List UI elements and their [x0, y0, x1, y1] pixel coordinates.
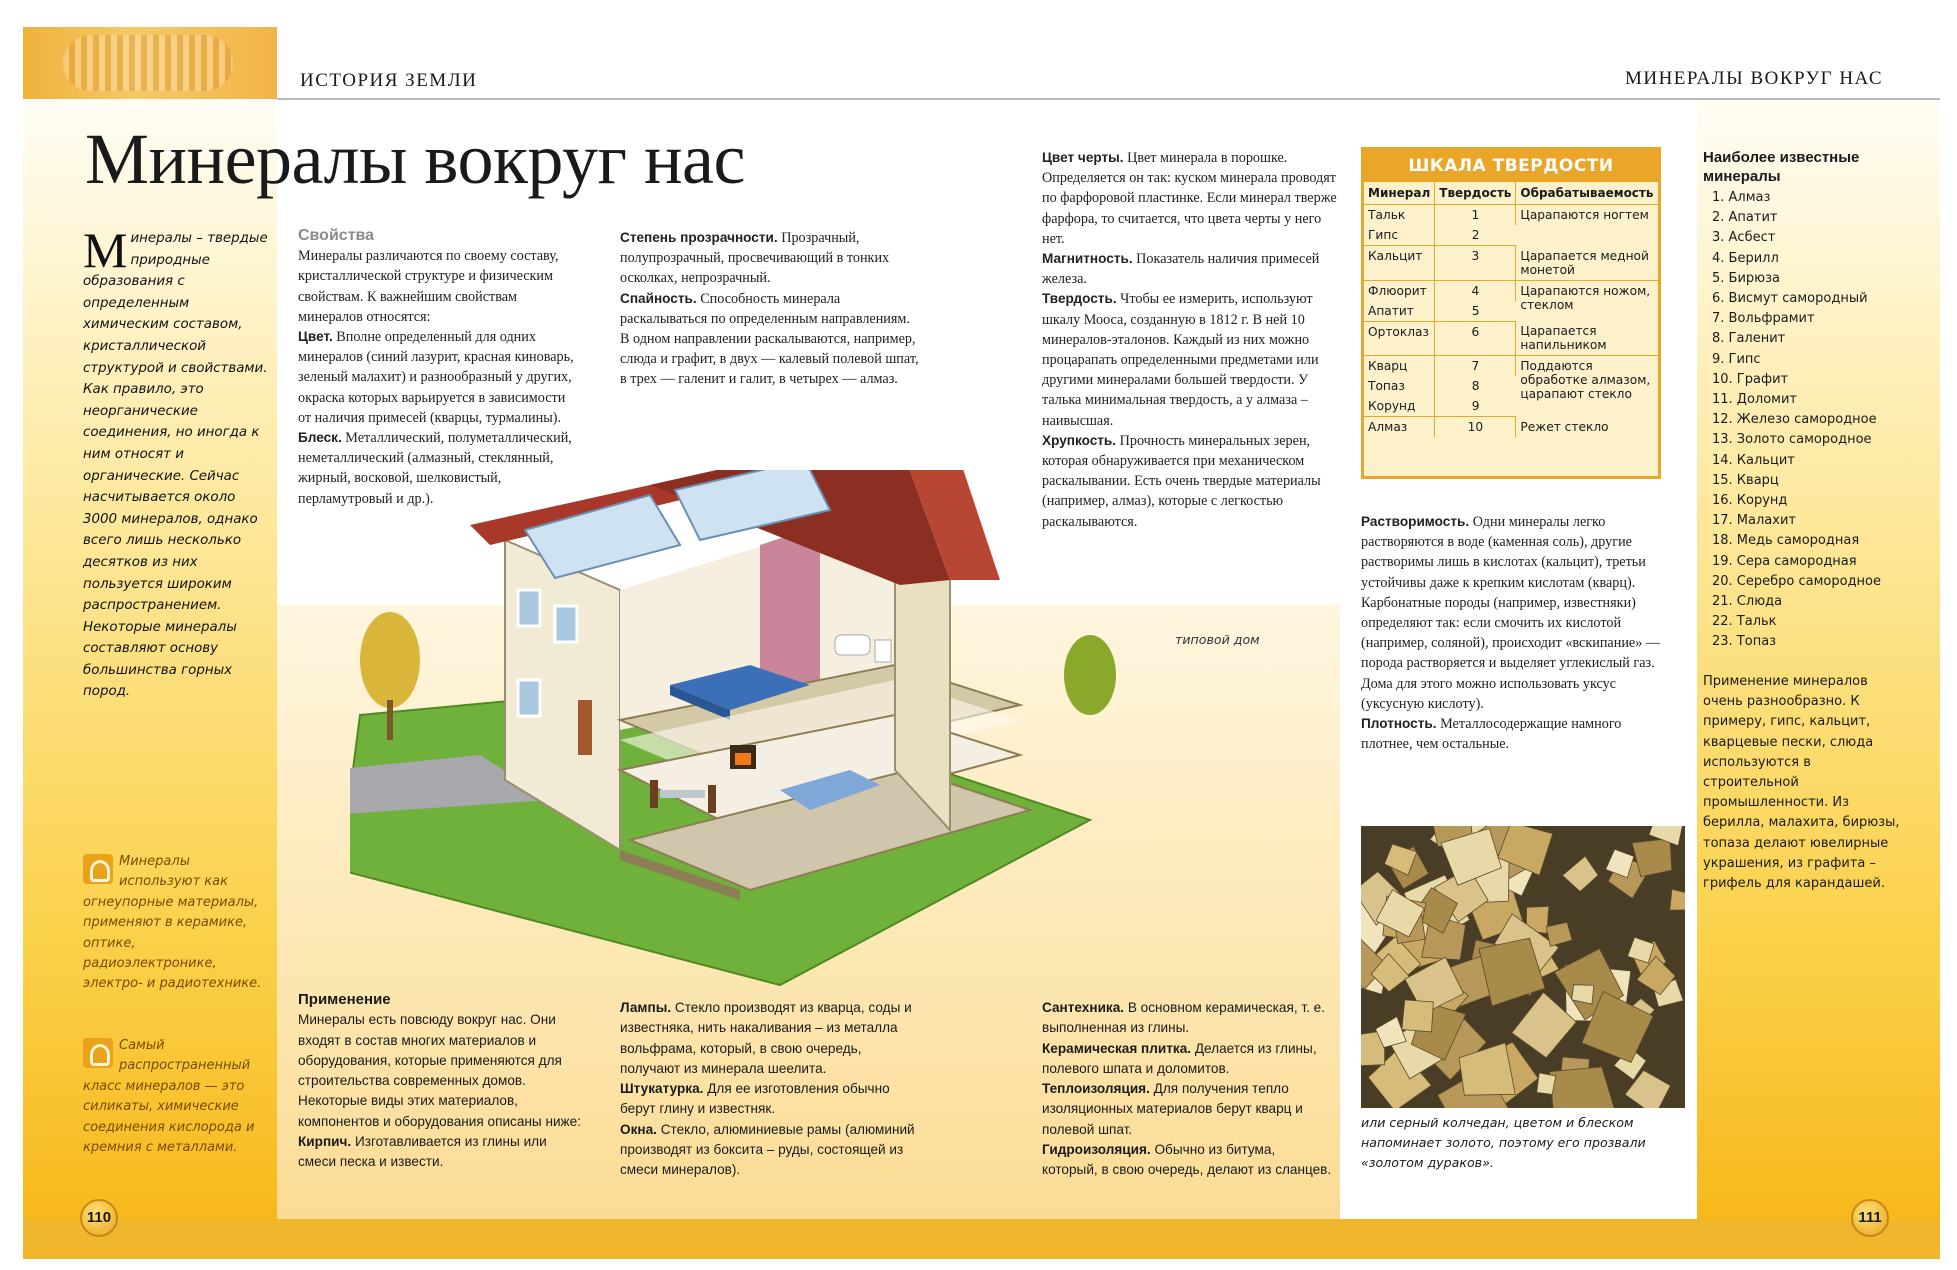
- insulation-label: Теплоизоляция.: [1042, 1081, 1150, 1097]
- lamps-label: Лампы.: [620, 1000, 672, 1015]
- note-text-1: Минералы используют как огнеупорные материалы, применяют в керамике, оптике, радиоэлектронике, электро- и радиотехнике.: [83, 854, 262, 992]
- list-item: 21. Слюда: [1712, 594, 1783, 610]
- pyrite-crystal: [1537, 1073, 1556, 1095]
- mineral-cell: Тальк: [1364, 205, 1435, 226]
- density-text: Металлосодержащие намного плотнее, чем остальные.: [1361, 716, 1622, 753]
- hardness-cell: 1: [1435, 205, 1516, 226]
- mineral-cell: Алмаз: [1364, 417, 1435, 438]
- plumbing-label: Сантехника.: [1042, 1000, 1125, 1015]
- list-item: 8. Галенит: [1712, 331, 1786, 347]
- materials-column-2: [620, 998, 920, 1181]
- hardness-cell: 4: [1435, 280, 1516, 301]
- hardness-scale-table: [1361, 147, 1661, 479]
- tile-label: Керамическая плитка.: [1042, 1040, 1192, 1056]
- properties-column: [298, 226, 578, 509]
- list-item: 19. Сера самородная: [1712, 553, 1857, 569]
- workability-cell: Царапается напильником: [1516, 321, 1658, 356]
- plaster-text: Для ее изготовления обычно берут глину и известняк.: [620, 1081, 890, 1117]
- plaster-label: Штукатурка.: [620, 1081, 704, 1097]
- header-fossil-tile: [23, 27, 277, 99]
- transparency-text: Прозрачный, полупрозрачный, просвечивающий в тонких осколках, непрозрачный.: [620, 230, 890, 287]
- hardness-cell: 5: [1435, 301, 1516, 322]
- materials-column-3: [1042, 998, 1332, 1181]
- list-item: 13. Золото самородное: [1712, 432, 1872, 448]
- streak-label: Цвет черты.: [1042, 150, 1124, 165]
- density-label: Плотность.: [1361, 716, 1437, 732]
- hardness-cell: 3: [1435, 246, 1516, 281]
- mineral-cell: Ортоклаз: [1364, 321, 1435, 356]
- brick-label: Кирпич.: [298, 1134, 352, 1150]
- drop-cap: М: [83, 222, 128, 278]
- application-column: [298, 990, 588, 1173]
- note-refractory: [83, 852, 263, 995]
- list-item: 20. Серебро самородное: [1712, 573, 1882, 589]
- solubility-label: Растворимость.: [1361, 514, 1470, 529]
- table-row: [1364, 205, 1658, 226]
- list-item: 1. Алмаз: [1712, 190, 1771, 205]
- footer-bar: [23, 1219, 1940, 1259]
- section-title-left: ИСТОРИЯ ЗЕМЛИ: [300, 70, 478, 91]
- list-item: 16. Корунд: [1712, 493, 1788, 509]
- solubility-column: [1361, 512, 1671, 754]
- workability-cell: Режет стекло: [1520, 419, 1609, 434]
- famous-minerals-title: Наиболее известные минералы: [1703, 149, 1860, 185]
- hardness-text: Чтобы ее измерить, используют шкалу Мооса, созданную в 1812 г. В ней 10 минералов-эталонов. Каждый из них можно процарапать определенными предметами или другими минералами большей твердости. У талька минимальная твердость, а у алмаза – наивысшая.: [1042, 291, 1319, 429]
- magnetism-label: Магнитность.: [1042, 251, 1133, 267]
- section-title-right: МИНЕРАЛЫ ВОКРУГ НАС: [1624, 68, 1883, 89]
- cleavage-text: Способность минерала раскалываться по определенным направлениям. В одном направлении раскалываются, например, слюда и графит, в двух — калевый полевой шпат, в трех — галенит и галит, в четырех — алмаз.: [620, 290, 919, 388]
- note-text-2: Самый распространенный класс минералов — это силикаты, химические соединения кислорода и кремния с металлами.: [83, 1038, 255, 1156]
- hardness-label: Твердость.: [1042, 291, 1117, 307]
- hardness-table: [1364, 182, 1658, 437]
- list-item: 23. Топаз: [1712, 634, 1777, 650]
- table-row: [1364, 246, 1658, 281]
- page-number-left: 110: [80, 1199, 118, 1237]
- list-item: 9. Гипс: [1712, 351, 1761, 367]
- brick-text: Изготавливается из глины или смеси песка и извести.: [298, 1134, 547, 1170]
- pyrite-crystal: [1670, 889, 1685, 910]
- list-item: 12. Железо самородное: [1712, 412, 1877, 428]
- pyrite-crystal: [1402, 1000, 1433, 1032]
- transparency-label: Степень прозрачности.: [620, 230, 778, 245]
- minerals-usage-note: Применение минералов очень разнообразно. К примеру, гипс, кальцит, кварцевые пески, слюда используются в строительной промышленности. Из берилла, малахита, бирюзы, топаза делают ювелирные украшения, из графита – грифель для карандашей.: [1703, 674, 1900, 892]
- workability-cell: Царапаются ножом, стеклом: [1520, 283, 1651, 312]
- info-icon: [83, 854, 113, 884]
- mineral-cell: Апатит: [1364, 301, 1435, 322]
- tile-text: Делается из глины, полевого шпата и доломитов.: [1042, 1040, 1317, 1076]
- application-text: Минералы есть повсюду вокруг нас. Они входят в состав многих материалов и оборудования, которые применяются для строительства современных домов. Некоторые виды этих материалов, компонентов и оборудования описаны ниже:: [298, 1012, 581, 1129]
- table-row: [1364, 417, 1658, 438]
- info-icon: [83, 1038, 113, 1068]
- list-item: 15. Кварц: [1712, 472, 1779, 488]
- table-header: Обрабатываемость: [1516, 182, 1658, 205]
- page-title: Минералы вокруг нас: [85, 119, 745, 199]
- table-row: [1364, 356, 1658, 377]
- workability-cell: Поддаются обработке алмазом, царапают стекло: [1520, 359, 1651, 401]
- list-item: 10. Графит: [1712, 371, 1789, 387]
- brittleness-text: Прочность минеральных зерен, которая обнаруживается при механическом раскалывании. Есть очень твердые материалы (например, алмаз), которые с легкостью раскалываются.: [1042, 432, 1321, 530]
- table-row: [1364, 280, 1658, 301]
- mineral-cell: Кварц: [1364, 356, 1435, 377]
- list-item: 17. Малахит: [1712, 513, 1796, 529]
- list-item: 6. Висмут самородный: [1712, 291, 1868, 307]
- house-caption: типовой дом: [1175, 632, 1260, 647]
- mineral-cell: Флюорит: [1364, 280, 1435, 301]
- list-item: 4. Берилл: [1712, 250, 1779, 266]
- mineral-cell: Корунд: [1364, 396, 1435, 417]
- hardness-cell: 6: [1435, 321, 1516, 356]
- table-header: Минерал: [1364, 182, 1435, 205]
- color-text: Вполне определенный для одних минералов (синий лазурит, красная киноварь, зеленый малахит) и разнообразный у других, окраска которых варьируется в зависимости от наличия примесей (кварцы, турмалины).: [298, 329, 574, 426]
- brittleness-label: Хрупкость.: [1042, 432, 1117, 448]
- list-item: 2. Апатит: [1712, 210, 1778, 226]
- insulation-text: Для получения тепло изоляционных материалов берут кварц и полевой шпат.: [1042, 1081, 1303, 1137]
- cleavage-label: Спайность.: [620, 290, 697, 306]
- famous-minerals-list: [1712, 188, 1881, 653]
- workability-cell: Царапаются ногтем: [1520, 208, 1649, 222]
- hardness-cell: 7: [1435, 356, 1516, 377]
- fossil-image: [63, 35, 233, 91]
- pyrite-caption: или серный колчедан, цветом и блеском напоминает золото, поэтому его прозвали «золотом дураков».: [1361, 1115, 1646, 1170]
- hardness-cell: 2: [1435, 225, 1516, 246]
- table-row: [1364, 321, 1658, 356]
- solubility-text: Одни минералы легко растворяются в воде (каменная соль), другие растворимы лишь в кислотах (кальцит), третьи устойчивы даже к крепким кислотам (кварц). Карбонатные породы (например, известняки) определяют так: если смочить их кислотой (например, соляной), происходит «вскипание» — порода растворяется и выделяет углекислый газ. Дома для этого можно использовать уксус (уксусную кислоту).: [1361, 514, 1661, 712]
- color-label: Цвет.: [298, 329, 333, 345]
- page-number-right: 111: [1851, 1199, 1889, 1237]
- luster-label: Блеск.: [298, 430, 342, 446]
- list-item: 7. Вольфрамит: [1712, 311, 1815, 327]
- pyrite-photo: [1361, 826, 1685, 1108]
- application-heading: Применение: [298, 991, 391, 1008]
- magnetism-text: Показатель наличия примесей железа.: [1042, 251, 1320, 288]
- hardness-table-title: ШКАЛА ТВЕРДОСТИ: [1364, 150, 1658, 182]
- note-silicates: [83, 1036, 263, 1158]
- transparency-column: [620, 228, 922, 390]
- luster-text: Металлический, полуметаллический, неметаллический (алмазный, стеклянный, жирный, восковой, шелковистый, перламутровый и др.).: [298, 430, 572, 507]
- properties-heading: Свойства: [298, 227, 375, 244]
- waterproof-label: Гидроизоляция.: [1042, 1142, 1151, 1158]
- waterproof-text: Обычно из битума, который, в свою очередь, делают из сланцев.: [1042, 1142, 1332, 1178]
- table-header: Твердость: [1435, 182, 1516, 205]
- list-item: 3. Асбест: [1712, 230, 1776, 246]
- workability-cell: Царапается медной монетой: [1516, 246, 1658, 281]
- hardness-cell: 8: [1471, 379, 1480, 393]
- hardness-cell: 10: [1435, 417, 1516, 438]
- mineral-cell: Топаз: [1364, 376, 1435, 396]
- plumbing-text: В основном керамическая, т. е. выполненная из глины.: [1042, 1000, 1326, 1036]
- list-item: 11. Доломит: [1712, 392, 1798, 408]
- streak-text: Цвет минерала в порошке. Определяется он так: куском минерала проводят по фарфоровой пластинке. Если минерал тверже фарфора, то считается, что цвета черты у него нет.: [1042, 150, 1337, 247]
- header-rule: [277, 98, 1940, 100]
- mineral-cell: Гипс: [1364, 225, 1435, 246]
- windows-label: Окна.: [620, 1121, 657, 1137]
- intro-text: [83, 222, 268, 703]
- mineral-cell: Кальцит: [1364, 246, 1435, 281]
- properties-intro: Минералы различаются по своему составу, кристаллической структуре и физическим свойствам. К важнейшим свойствам минералов относятся:: [298, 248, 559, 325]
- list-item: 18. Медь самородная: [1712, 533, 1860, 549]
- windows-text: Стекло, алюминиевые рамы (алюминий производят из боксита – руды, состоящей из смеси минералов).: [620, 1121, 915, 1178]
- list-item: 22. Тальк: [1712, 614, 1777, 630]
- house-cutaway-illustration: [350, 470, 1350, 990]
- hardness-cell: 9: [1435, 396, 1516, 417]
- list-item: 14. Кальцит: [1712, 452, 1795, 468]
- lamps-text: Стекло производят из кварца, соды и известняка, нить накаливания – из металла вольфрама, который, в свою очередь, получают из минерала шеелита.: [620, 1000, 912, 1076]
- list-item: 5. Бирюза: [1712, 270, 1780, 286]
- intro-body: инералы – твердые природные образования с определенным химическим составом, кристаллической структурой и свойствами. Как правило, это неорганические соединения, но иногда к ним относят и органические. Сейчас насчитывается около 3000 минералов, однако всего лишь несколько десятков из них пользуется широким распространением. Некоторые минералы составляют основу большинства горных пород.: [83, 231, 268, 700]
